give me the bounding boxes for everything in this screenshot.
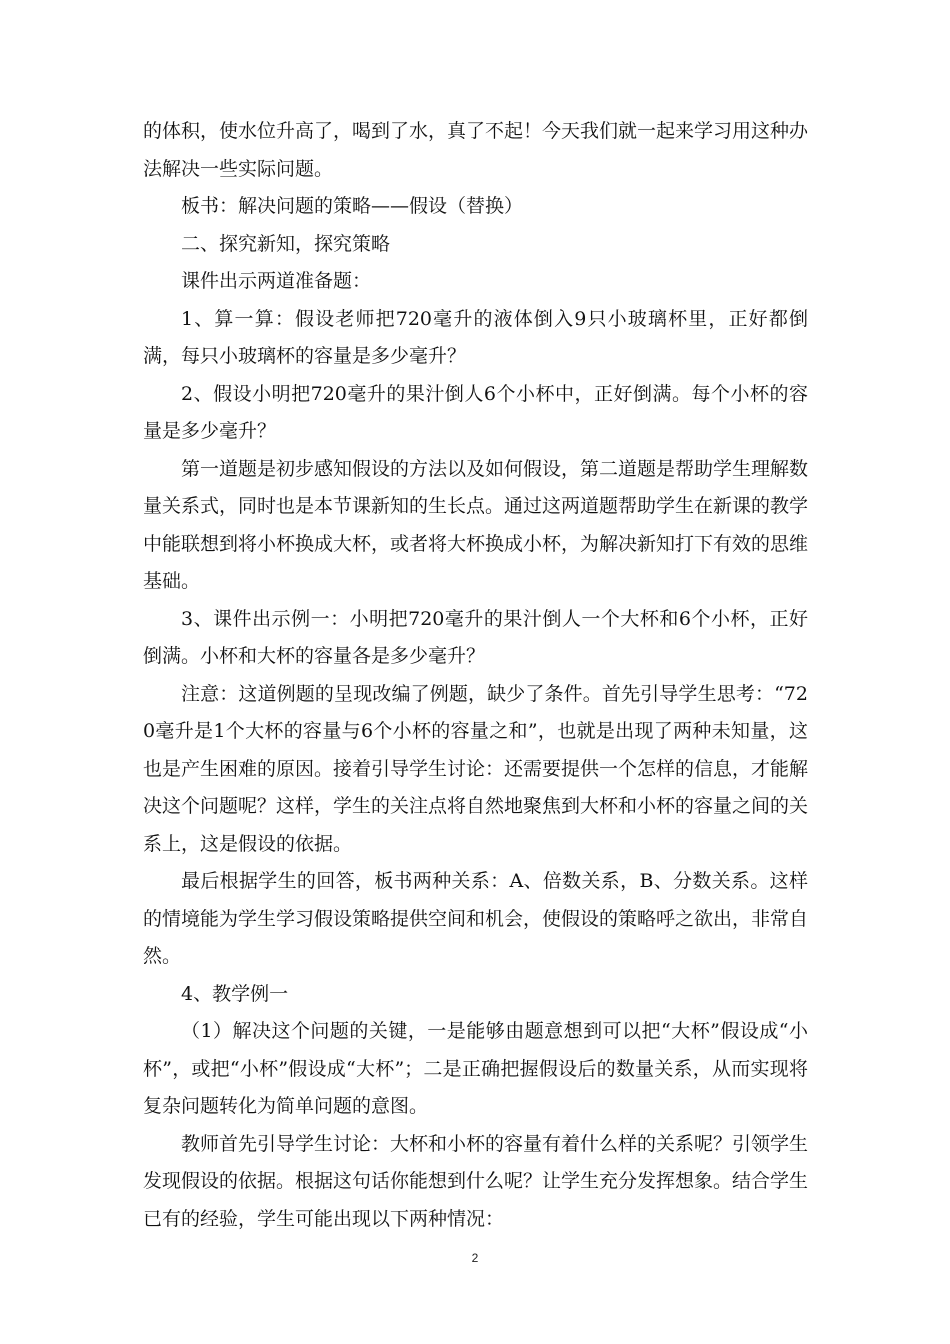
section-heading: 二、探究新知，探究策略 <box>181 232 391 255</box>
document-body <box>143 113 808 1238</box>
page-number: 2 <box>471 1251 479 1265</box>
paragraph: 注意：这道例题的呈现改编了例题，缺少了条件。首先引导学生思考：“720毫升是1个大杯的容量与6个小杯的容量之和”，也就是出现了两种未知量，这也是产生困难的原因。接着引导学生讨论：还需要提供一个怎样的信息，才能解决这个问题呢？这样，学生的关注点将自然地聚焦到大杯和小杯的容量之间的关系上，这是假设的依据。 <box>143 682 809 855</box>
paragraph: 板书：解决问题的策略——假设（替换） <box>181 195 524 217</box>
paragraph: 的体积，使水位升高了，喝到了水，真了不起！今天我们就一起来学习用这种办法解决一些实际问题。 <box>143 120 809 180</box>
paragraph: 课件出示两道准备题： <box>181 270 372 292</box>
paragraph: （1）解决这个问题的关键，一是能够由题意想到可以把“大杯”假设成“小杯”，或把“小杯”假设成“大杯”；二是正确把握假设后的数量关系，从而实现将复杂问题转化为简单问题的意图。 <box>143 1020 808 1117</box>
list-item: 2、假设小明把720毫升的果汁倒人6个小杯中，正好倒满。每个小杯的容量是多少毫升？ <box>143 382 808 442</box>
paragraph: 教师首先引导学生讨论：大杯和小杯的容量有着什么样的关系呢？引领学生发现假设的依据。根据这句话你能想到什么呢？让学生充分发挥想象。结合学生已有的经验，学生可能出现以下两种情况： <box>143 1132 809 1230</box>
list-item: 1、算一算：假设老师把720毫升的液体倒入9只小玻璃杯里，正好都倒满，每只小玻璃杯的容量是多少毫升？ <box>143 307 808 367</box>
list-item: 3、课件出示例一：小明把720毫升的果汁倒人一个大杯和6个小杯，正好倒满。小杯和大杯的容量各是多少毫升？ <box>143 607 808 667</box>
paragraph: 第一道题是初步感知假设的方法以及如何假设，第二道题是帮助学生理解数量关系式，同时也是本节课新知的生长点。通过这两道题帮助学生在新课的教学中能联想到将小杯换成大杯，或者将大杯换成小杯，为解决新知打下有效的思维基础。 <box>143 457 809 592</box>
list-item: 4、教学例一 <box>181 982 289 1005</box>
paragraph: 最后根据学生的回答，板书两种关系：A、倍数关系，B、分数关系。这样的情境能为学生学习假设策略提供空间和机会，使假设的策略呼之欲出，非常自然。 <box>143 870 809 967</box>
